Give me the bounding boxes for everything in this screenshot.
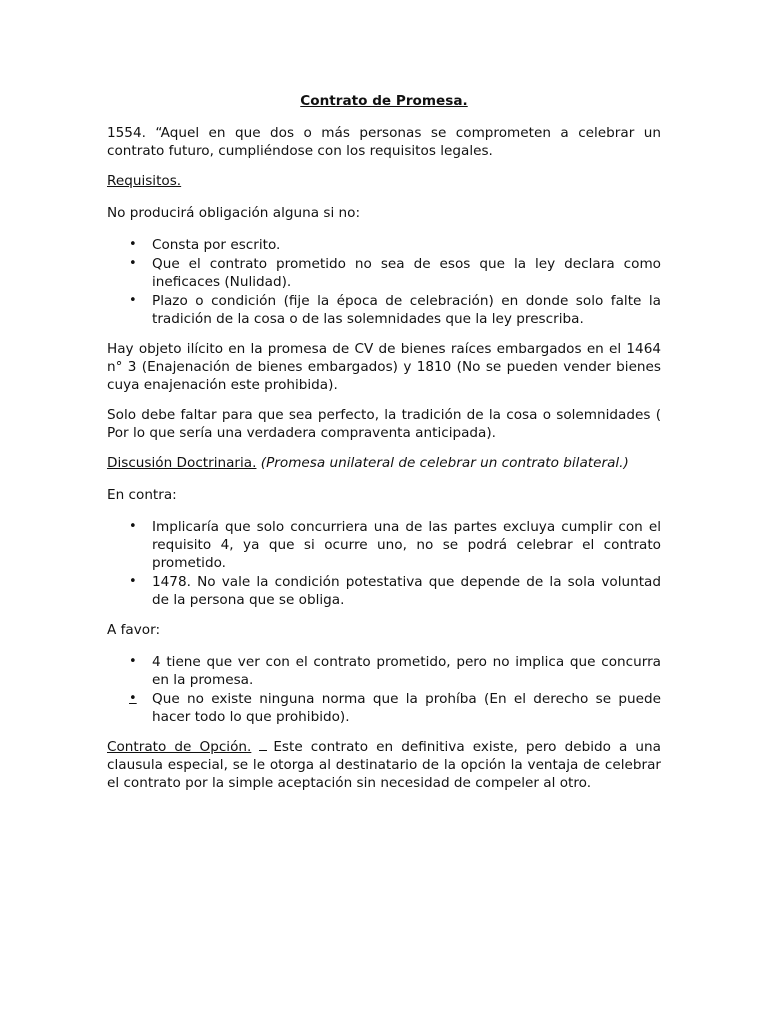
- discusion-paragraph: [107, 454, 661, 472]
- list-item: [107, 518, 661, 572]
- discusion-note: (Promesa unilateral de celebrar un contrato bilateral.): [260, 455, 629, 471]
- opcion-paragraph: [107, 738, 661, 792]
- intro-paragraph: 1554. “Aquel en que dos o más personas se comprometen a celebrar un contrato futuro, cumpliéndose con los requisitos legales.: [107, 125, 661, 159]
- bullet-icon: •: [129, 237, 137, 252]
- list-item-text: Que no existe ninguna norma que la prohíba (En el derecho se puede hacer todo lo que prohibido).: [152, 691, 661, 725]
- discusion-heading: Discusión Doctrinaria.: [107, 455, 257, 471]
- document-title: Contrato de Promesa.: [300, 93, 468, 109]
- list-item-text: 1478. No vale la condición potestativa que depende de la sola voluntad de la persona que se obliga.: [152, 574, 661, 608]
- blank-underline: [259, 740, 267, 751]
- bullet-icon: •: [129, 256, 137, 271]
- opcion-heading: Contrato de Opción.: [107, 739, 252, 755]
- list-item: [107, 573, 661, 609]
- requisitos-heading-text: Requisitos.: [107, 173, 182, 189]
- list-item-text: Consta por escrito.: [152, 237, 281, 253]
- list-item: [107, 292, 661, 328]
- requisitos-list: [107, 236, 661, 328]
- a-favor-label: A favor:: [107, 622, 161, 638]
- a-favor-list: [107, 653, 661, 726]
- objeto-ilicito-paragraph: Hay objeto ilícito en la promesa de CV de bienes raíces embargados en el 1464 n° 3 (Enajenación de bienes embargados) y 1810 (No se pueden vender bienes cuya enajenación este prohibida).: [107, 341, 661, 393]
- list-item: [107, 653, 661, 689]
- list-item-text: Plazo o condición (fije la época de celebración) en donde solo falte la tradición de la cosa o de las solemnidades que la ley prescriba.: [152, 293, 661, 327]
- list-item: [107, 690, 661, 726]
- bullet-icon: •: [129, 293, 137, 308]
- en-contra-list: [107, 518, 661, 609]
- list-item: [107, 236, 661, 254]
- bullet-icon: •: [129, 519, 137, 534]
- solo-falta-paragraph: Solo debe faltar para que sea perfecto, la tradición de la cosa o solemnidades ( Por lo que sería una verdadera compraventa anticipada).: [107, 407, 661, 441]
- bullet-icon: •: [129, 691, 137, 706]
- opcion-text: Este contrato en definitiva existe, pero debido a una clausula especial, se le otorga al destinatario de la opción la ventaja de celebrar el contrato por la simple aceptación sin necesidad de compeler al otro.: [107, 739, 661, 791]
- list-item-text: Que el contrato prometido no sea de esos que la ley declara como ineficaces (Nulidad).: [152, 256, 661, 290]
- en-contra-label: En contra:: [107, 487, 177, 503]
- list-item-text: 4 tiene que ver con el contrato prometido, pero no implica que concurra en la promesa.: [152, 654, 661, 688]
- requisitos-heading: [107, 172, 661, 190]
- list-item: [107, 255, 661, 291]
- bullet-icon: •: [129, 574, 137, 589]
- bullet-icon: •: [129, 654, 137, 669]
- requisitos-lead: No producirá obligación alguna si no:: [107, 205, 361, 221]
- document-page: [107, 92, 661, 804]
- list-item-text: Implicaría que solo concurriera una de las partes excluya cumplir con el requisito 4, ya que si ocurre uno, no se podrá celebrar el contrato prometido.: [152, 519, 661, 571]
